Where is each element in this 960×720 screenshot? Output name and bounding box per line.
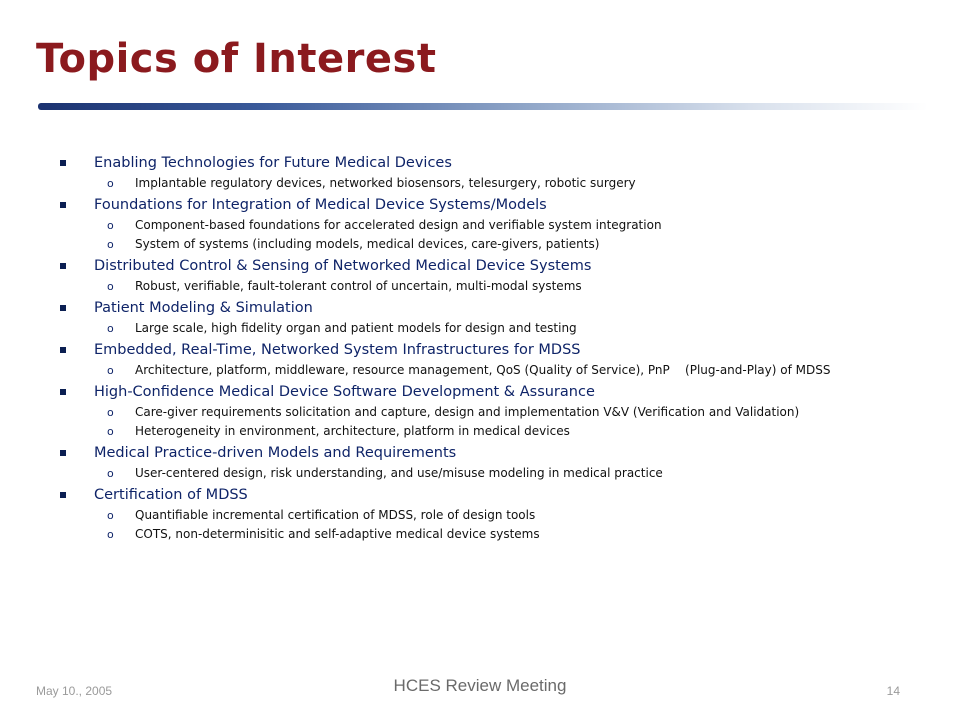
square-bullet-icon (60, 450, 66, 456)
circle-bullet-icon: o (107, 280, 114, 293)
topic-item (58, 194, 938, 254)
square-bullet-icon (60, 389, 66, 395)
subtopic-item (58, 174, 938, 193)
subtopic-item (58, 525, 938, 544)
subtopic-list (58, 174, 938, 193)
subtopic-label: Robust, verifiable, fault-tolerant control of uncertain, multi-modal systems (135, 279, 582, 293)
square-bullet-icon (60, 347, 66, 353)
subtopic-list (58, 506, 938, 544)
circle-bullet-icon: o (107, 177, 114, 190)
topic-label: Patient Modeling & Simulation (94, 300, 313, 316)
circle-bullet-icon: o (107, 238, 114, 251)
topic-item (58, 381, 938, 441)
topic-item (58, 442, 938, 483)
topic-label: Certification of MDSS (94, 487, 248, 503)
subtopic-label: COTS, non-determinisitic and self-adaptive medical device systems (135, 527, 540, 541)
circle-bullet-icon: o (107, 219, 114, 232)
subtopic-label: Heterogeneity in environment, architecture, platform in medical devices (135, 424, 570, 438)
square-bullet-icon (60, 202, 66, 208)
subtopic-label: System of systems (including models, medical devices, care-givers, patients) (135, 237, 600, 251)
topic-item (58, 255, 938, 296)
slide-title: Topics of Interest (36, 36, 437, 82)
topic-label: Embedded, Real-Time, Networked System Infrastructures for MDSS (94, 342, 581, 358)
subtopic-list (58, 464, 938, 483)
subtopic-list (58, 403, 938, 441)
subtopic-item (58, 506, 938, 525)
topic-list (58, 152, 938, 544)
subtopic-label: Component-based foundations for accelerated design and verifiable system integration (135, 218, 662, 232)
subtopic-item (58, 464, 938, 483)
subtopic-label: Care-giver requirements solicitation and capture, design and implementation V&V (Verification and Validation) (135, 405, 800, 419)
subtopic-list (58, 277, 938, 296)
topic-item (58, 152, 938, 193)
subtopic-item (58, 216, 938, 235)
circle-bullet-icon: o (107, 528, 114, 541)
topic-item (58, 484, 938, 544)
subtopic-label: Implantable regulatory devices, networked biosensors, telesurgery, robotic surgery (135, 176, 636, 190)
subtopic-label: User-centered design, risk understanding, and use/misuse modeling in medical practice (135, 466, 663, 480)
square-bullet-icon (60, 492, 66, 498)
circle-bullet-icon: o (107, 364, 114, 377)
subtopic-item (58, 361, 938, 380)
circle-bullet-icon: o (107, 322, 114, 335)
circle-bullet-icon: o (107, 509, 114, 522)
subtopic-item (58, 422, 938, 441)
topic-item (58, 339, 938, 380)
subtopic-item (58, 319, 938, 338)
circle-bullet-icon: o (107, 425, 114, 438)
subtopic-list (58, 319, 938, 338)
subtopic-item (58, 403, 938, 422)
square-bullet-icon (60, 160, 66, 166)
subtopic-list (58, 216, 938, 254)
topic-label: Enabling Technologies for Future Medical Devices (94, 155, 452, 171)
subtopic-label: Quantifiable incremental certification of MDSS, role of design tools (135, 508, 536, 522)
circle-bullet-icon: o (107, 406, 114, 419)
topic-label: Medical Practice-driven Models and Requirements (94, 445, 457, 461)
subtopic-item (58, 235, 938, 254)
page-number: 14 (886, 684, 900, 698)
topic-item (58, 297, 938, 338)
circle-bullet-icon: o (107, 467, 114, 480)
square-bullet-icon (60, 305, 66, 311)
topic-label: Distributed Control & Sensing of Networked Medical Device Systems (94, 258, 592, 274)
subtopic-list (58, 361, 938, 380)
footer-title: HCES Review Meeting (393, 676, 567, 695)
title-divider (38, 103, 928, 110)
topic-label: High-Confidence Medical Device Software Development & Assurance (94, 384, 595, 400)
subtopic-label: Architecture, platform, middleware, resource management, QoS (Quality of Service), PnP (Plug-and-Play) of MDSS (135, 363, 831, 377)
subtopic-label: Large scale, high fidelity organ and patient models for design and testing (135, 321, 577, 335)
footer-date: May 10., 2005 (36, 684, 113, 698)
topic-label: Foundations for Integration of Medical Device Systems/Models (94, 197, 547, 213)
subtopic-item (58, 277, 938, 296)
square-bullet-icon (60, 263, 66, 269)
